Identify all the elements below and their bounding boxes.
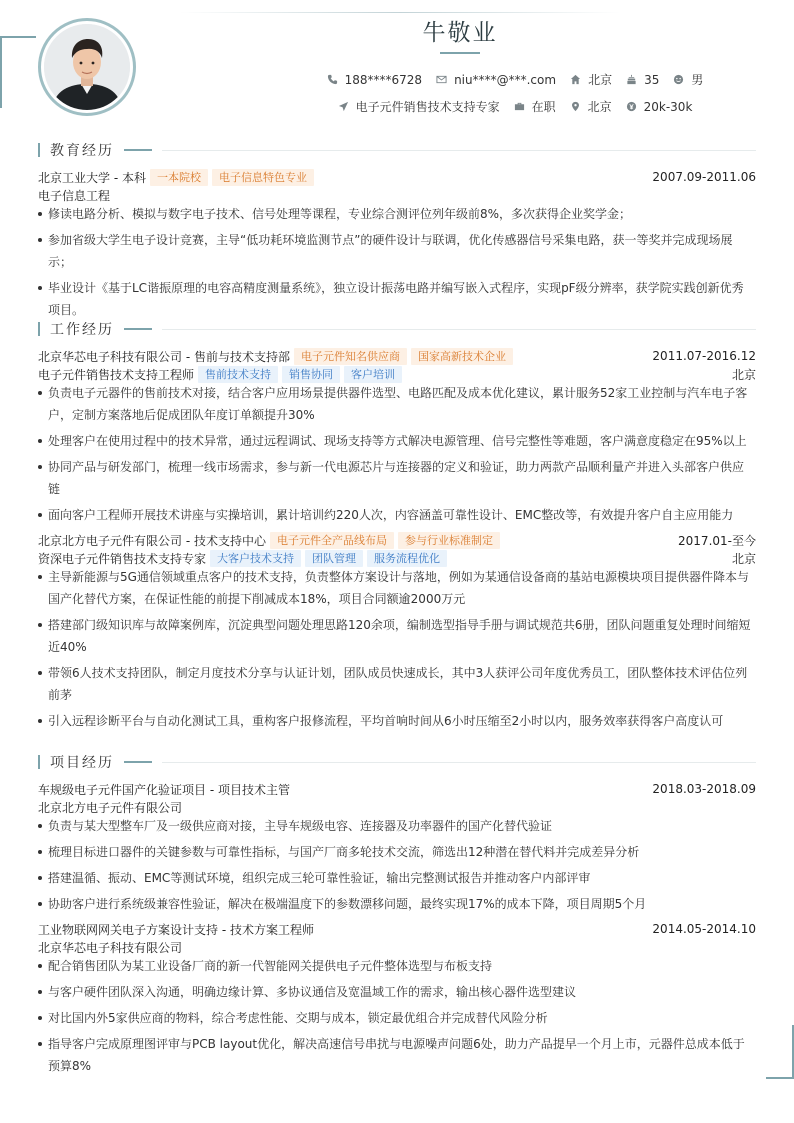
list-item: 毕业设计《基于LC谐振原理的电容高精度测量系统》，独立设计振荡电路并编写嵌入式程序，实现pF级分辨率，获学院实践创新优秀项目。 [38, 277, 754, 321]
project-name: 车规级电子元件国产化验证项目 - 项目技术主管 [38, 782, 290, 797]
project-org-row [38, 938, 756, 956]
project-entry-header [38, 920, 756, 938]
phone-icon [327, 74, 338, 85]
list-item: 修读电路分析、模拟与数字电子技术、信号处理等课程，专业综合测评位列年级前8%，多次获得企业奖学金； [38, 203, 754, 225]
home-icon [570, 74, 581, 85]
education-bullets [38, 203, 754, 325]
education-major-row [38, 186, 756, 204]
name-underline [440, 52, 480, 54]
target-position-text: 电子元件销售技术支持专家 [355, 100, 500, 114]
skill-tag: 大客户技术支持 [210, 550, 301, 567]
company-name: 北京华芯电子科技有限公司 - 售前与技术支持部 [38, 349, 290, 364]
skill-tag: 销售协同 [282, 366, 340, 383]
education-period: 2007.09-2011.06 [652, 170, 756, 184]
city-item [570, 71, 612, 88]
list-item: 对比国内外5家供应商的物料，综合考虑性能、交期与成本，锁定最优组合并完成替代风险分析 [38, 1007, 754, 1029]
list-item: 负责与某大型整车厂及一级供应商对接，主导车规级电容、连接器及功率器件的国产化替代验证 [38, 815, 754, 837]
corner-decoration-bottom-right [766, 1077, 794, 1079]
work-title-row [38, 549, 756, 567]
section-title-work [38, 319, 756, 339]
company-name: 北京北方电子元件有限公司 - 技术支持中心 [38, 533, 266, 548]
section-title-education [38, 140, 756, 160]
list-item: 协同产品与研发部门，梳理一线市场需求，参与新一代电源芯片与连接器的定义和验证，助力两款产品顺利量产并进入头部客户供应链 [38, 456, 754, 500]
skill-tag: 售前技术支持 [198, 366, 278, 383]
status-text: 在职 [531, 100, 556, 114]
send-icon [338, 101, 349, 112]
company-tag: 电子元件知名供应商 [294, 348, 407, 365]
project-org: 北京华芯电子科技有限公司 [38, 940, 183, 955]
company-tag: 参与行业标准制定 [398, 532, 500, 549]
target-city-item [570, 98, 612, 115]
project-bullets [38, 815, 754, 919]
education-tag: 电子信息特色专业 [212, 169, 314, 186]
education-entry-header [38, 168, 756, 186]
company-tag: 电子元件全产品线布局 [270, 532, 394, 549]
work-location: 北京 [731, 367, 756, 382]
mail-icon [436, 74, 447, 85]
section-title-projects [38, 752, 756, 772]
list-item: 协助客户进行系统级兼容性验证，解决在极端温度下的参数漂移问题，最终实现17%的成本下降，项目周期5个月 [38, 893, 754, 915]
list-item: 参加省级大学生电子设计竞赛，主导“低功耗环境监测节点”的硬件设计与联调，优化传感器信号采集电路，获一等奖并完成现场展示； [38, 229, 754, 273]
salary-text: 20k-30k [643, 99, 693, 114]
list-item: 指导客户完成原理图评审与PCB layout优化，解决高速信号串扰与电源噪声问题6处，助力产品提早一个月上市，元器件总成本低于预算8% [38, 1033, 754, 1077]
gender-text: 男 [691, 73, 704, 87]
list-item: 处理客户在使用过程中的技术异常，通过远程调试、现场支持等方式解决电源管理、信号完整性等难题，客户满意度稳定在95%以上 [38, 430, 754, 452]
list-item: 搭建温循、振动、EMC等测试环境，组织完成三轮可靠性验证，输出完整测试报告并推动客户内部评审 [38, 867, 754, 889]
skill-tag: 客户培训 [344, 366, 402, 383]
age-text: 35 [644, 72, 660, 87]
cake-icon [626, 74, 637, 85]
work-entry-header [38, 347, 756, 365]
money-icon [626, 101, 637, 112]
job-title: 资深电子元件销售技术支持专家 [38, 551, 207, 566]
candidate-name: 牛敬业 [422, 20, 498, 46]
list-item: 带领6人技术支持团队，制定月度技术分享与认证计划，团队成员快速成长，其中3人获评公司年度优秀员工，团队整体技术评估位列前茅 [38, 662, 754, 706]
contact-info-row [150, 71, 794, 88]
work-location: 北京 [731, 551, 756, 566]
work-bullets [38, 566, 754, 736]
target-city-text: 北京 [587, 100, 612, 114]
job-title: 电子元件销售技术支持工程师 [38, 367, 195, 382]
list-item: 与客户硬件团队深入沟通，明确边缘计算、多协议通信及宽温域工作的需求，输出核心器件选型建议 [38, 981, 754, 1003]
project-name: 工业物联网网关电子方案设计支持 - 技术方案工程师 [38, 922, 314, 937]
smile-icon [673, 74, 684, 85]
project-bullets [38, 955, 754, 1081]
project-org: 北京北方电子元件有限公司 [38, 800, 183, 815]
section-label: 工作经历 [50, 322, 114, 338]
list-item: 负责电子元器件的售前技术对接，结合客户应用场景提供器件选型、电路匹配及成本优化建议，累计服务52家工业控制与汽车电子客户，定制方案落地后促成团队年度订单额提升30% [38, 382, 754, 426]
list-item: 面向客户工程师开展技术讲座与实操培训，累计培训约220人次，内容涵盖可靠性设计、EMC整改等，有效提升客户自主应用能力 [38, 504, 754, 526]
project-period: 2014.05-2014.10 [652, 922, 756, 936]
company-tag: 国家高新技术企业 [411, 348, 513, 365]
list-item: 梳理目标进口器件的关键参数与可靠性指标，与国产厂商多轮技术交流，筛选出12种潜在替代料并完成差异分析 [38, 841, 754, 863]
list-item: 搭建部门级知识库与故障案例库，沉淀典型问题处理思路120余项，编制选型指导手册与调试规范共6册，团队问题重复处理时间缩短近40% [38, 614, 754, 658]
project-period: 2018.03-2018.09 [652, 782, 756, 796]
skill-tag: 服务流程优化 [367, 550, 447, 567]
city-text: 北京 [588, 73, 613, 87]
email-text: niu****@***.com [454, 72, 557, 87]
top-decorative-line [180, 12, 620, 13]
education-tag: 一本院校 [150, 169, 208, 186]
work-entry-header [38, 531, 756, 549]
list-item: 引入远程诊断平台与自动化测试工具，重构客户报修流程，平均首响时间从6小时压缩至2小时以内，服务效率获得客户高度认可 [38, 710, 754, 732]
target-position-item [338, 98, 500, 115]
work-period: 2017.01-至今 [678, 533, 756, 548]
briefcase-icon [514, 101, 525, 112]
gender-item [673, 71, 703, 88]
list-item: 配合销售团队为某工业设备厂商的新一代智能网关提供电子元件整体选型与布板支持 [38, 955, 754, 977]
project-org-row [38, 798, 756, 816]
skill-tag: 团队管理 [305, 550, 363, 567]
work-bullets [38, 382, 754, 530]
age-item [626, 73, 659, 87]
section-label: 教育经历 [50, 143, 114, 159]
section-label: 项目经历 [50, 755, 114, 771]
major-name: 电子信息工程 [38, 188, 111, 203]
salary-item [626, 100, 693, 114]
list-item: 主导新能源与5G通信领域重点客户的技术支持，负责整体方案设计与落地，例如为某通信设备商的基站电源模块项目提供器件降本与国产化替代方案，在保证性能的前提下削减成本18%，项目合同额逾2000万元 [38, 566, 754, 610]
email-item [436, 73, 556, 87]
school-name: 北京工业大学 - 本科 [38, 170, 146, 185]
phone-item [327, 73, 422, 87]
work-period: 2011.07-2016.12 [652, 349, 756, 363]
location-pin-icon [570, 101, 581, 112]
phone-text: 188****6728 [344, 72, 423, 87]
project-entry-header [38, 780, 756, 798]
job-intention-row [150, 98, 794, 115]
work-title-row [38, 365, 756, 383]
status-item [514, 98, 556, 115]
